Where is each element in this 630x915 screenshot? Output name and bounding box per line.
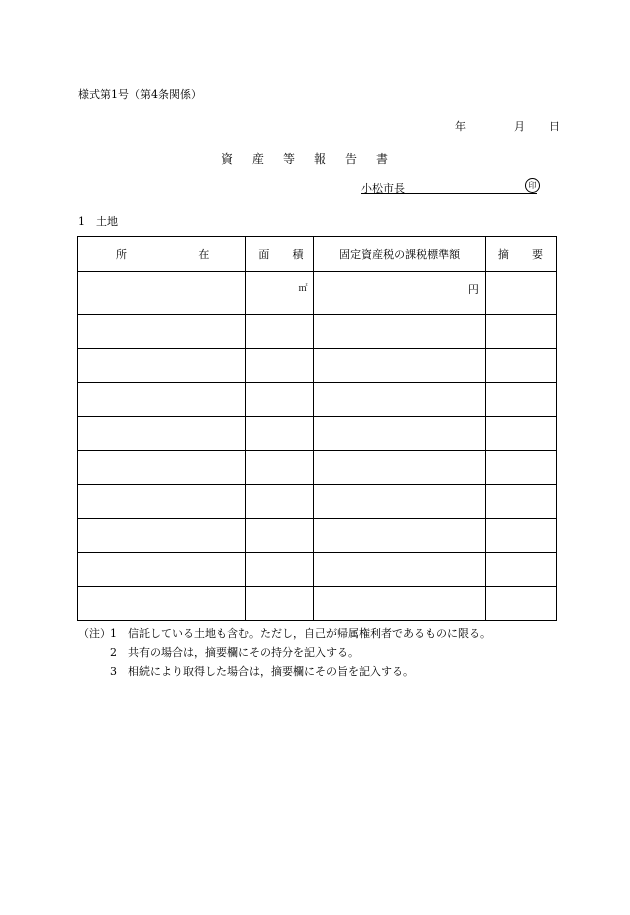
cell-remarks[interactable] xyxy=(485,383,556,417)
table-row xyxy=(78,315,557,349)
header-location-b: 在 xyxy=(198,248,210,261)
addressee-underline xyxy=(361,193,537,194)
cell-location[interactable] xyxy=(78,553,246,587)
cell-location[interactable] xyxy=(78,383,246,417)
form-number: 様式第1号（第4条関係） xyxy=(78,88,202,101)
date-day: 日 xyxy=(549,120,560,133)
section-heading: 1 土地 xyxy=(78,215,118,228)
note-number: 3 xyxy=(110,665,117,678)
note-item xyxy=(78,643,491,662)
cell-area[interactable] xyxy=(246,485,314,519)
cell-remarks[interactable] xyxy=(485,417,556,451)
cell-remarks[interactable] xyxy=(485,451,556,485)
cell-location[interactable] xyxy=(78,519,246,553)
table-row xyxy=(78,417,557,451)
cell-location[interactable] xyxy=(78,451,246,485)
table-row xyxy=(78,451,557,485)
header-tax-value: 固定資産税の課税標準額 xyxy=(314,237,485,272)
cell-area[interactable] xyxy=(246,451,314,485)
document-title: 資産等報告書 xyxy=(221,152,408,166)
cell-remarks[interactable] xyxy=(485,587,556,621)
note-text: 信託している土地も含む。ただし，自己が帰属権利者であるものに限る。 xyxy=(128,627,491,640)
cell-area[interactable] xyxy=(246,383,314,417)
header-area-b: 積 xyxy=(292,248,304,261)
date-line xyxy=(455,118,560,134)
cell-tax-value[interactable]: 円 xyxy=(314,272,485,315)
cell-area[interactable] xyxy=(246,417,314,451)
note-item xyxy=(78,662,491,681)
note-number: 1 xyxy=(110,627,117,640)
table-row xyxy=(78,272,557,315)
cell-tax-value[interactable] xyxy=(314,417,485,451)
header-location-a: 所 xyxy=(116,248,127,261)
cell-tax-value[interactable] xyxy=(314,383,485,417)
table-row xyxy=(78,519,557,553)
addressee: 小松市長 xyxy=(361,182,405,195)
cell-area[interactable] xyxy=(246,315,314,349)
cell-tax-value[interactable] xyxy=(314,349,485,383)
header-area xyxy=(246,237,314,272)
cell-tax-value[interactable] xyxy=(314,553,485,587)
seal-mark: 印 xyxy=(525,178,540,193)
cell-remarks[interactable] xyxy=(485,519,556,553)
date-month: 月 xyxy=(514,120,525,133)
cell-area[interactable] xyxy=(246,519,314,553)
notes xyxy=(78,624,491,681)
cell-remarks[interactable] xyxy=(485,553,556,587)
header-area-a: 面 xyxy=(258,248,270,261)
cell-tax-value[interactable] xyxy=(314,485,485,519)
cell-remarks[interactable] xyxy=(485,315,556,349)
cell-location[interactable] xyxy=(78,272,246,315)
cell-area[interactable] xyxy=(246,349,314,383)
note-text: 共有の場合は，摘要欄にその持分を記入する。 xyxy=(128,646,359,659)
table-row xyxy=(78,349,557,383)
date-year: 年 xyxy=(455,120,466,133)
cell-area[interactable] xyxy=(246,553,314,587)
cell-tax-value[interactable] xyxy=(314,451,485,485)
header-remarks-a: 摘 xyxy=(497,248,509,261)
cell-area[interactable]: ㎡ xyxy=(246,272,314,315)
cell-location[interactable] xyxy=(78,349,246,383)
table-row xyxy=(78,383,557,417)
table-header-row xyxy=(78,237,557,272)
header-remarks-b: 要 xyxy=(532,248,543,261)
header-location xyxy=(78,237,246,272)
header-remarks xyxy=(485,237,556,272)
note-item xyxy=(78,624,491,643)
notes-label: （注） xyxy=(78,627,111,640)
note-text: 相続により取得した場合は，摘要欄にその旨を記入する。 xyxy=(128,665,414,678)
cell-location[interactable] xyxy=(78,587,246,621)
table-row xyxy=(78,485,557,519)
cell-location[interactable] xyxy=(78,417,246,451)
cell-area[interactable] xyxy=(246,587,314,621)
cell-remarks[interactable] xyxy=(485,349,556,383)
table-row xyxy=(78,587,557,621)
cell-location[interactable] xyxy=(78,315,246,349)
cell-tax-value[interactable] xyxy=(314,519,485,553)
cell-location[interactable] xyxy=(78,485,246,519)
table-row xyxy=(78,553,557,587)
note-number: 2 xyxy=(110,646,117,659)
land-table xyxy=(77,236,557,621)
cell-tax-value[interactable] xyxy=(314,587,485,621)
cell-remarks[interactable] xyxy=(485,485,556,519)
cell-remarks[interactable] xyxy=(485,272,556,315)
cell-tax-value[interactable] xyxy=(314,315,485,349)
